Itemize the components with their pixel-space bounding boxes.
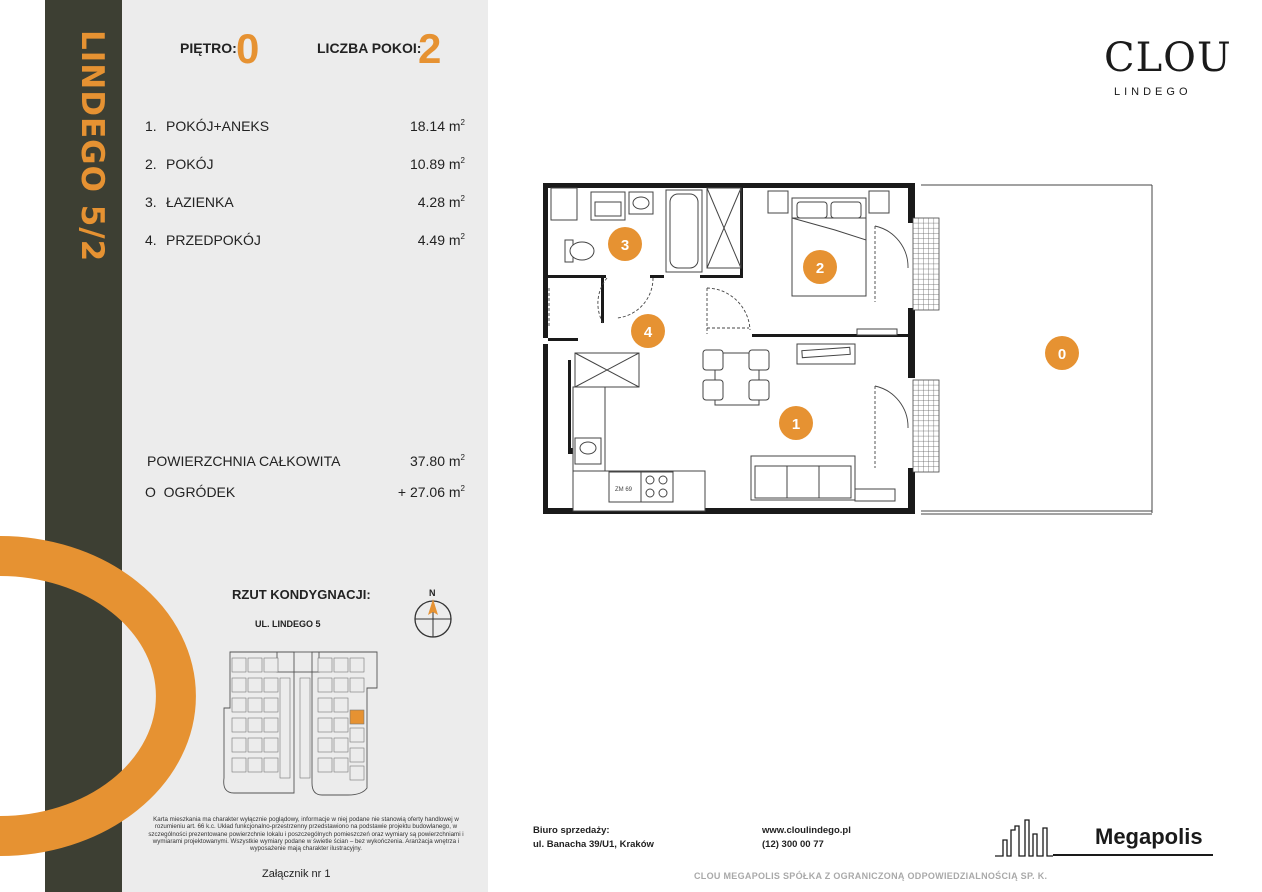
room-name: POKÓJ+ANEKS	[166, 118, 270, 134]
company-name: CLOU MEGAPOLIS SPÓŁKA Z OGRANICZONĄ ODPOWIEDZIALNOŚCIĄ SP. K.	[694, 871, 1048, 881]
room-badge-1	[779, 406, 813, 440]
svg-text:N: N	[429, 588, 436, 598]
svg-text:ZM 69: ZM 69	[615, 487, 633, 493]
room-badge-4	[631, 314, 665, 348]
room-name: PRZEDPOKÓJ	[166, 232, 261, 248]
room-area: 4.28 $m^2$	[417, 194, 465, 210]
logo-main-text: CLOU	[1104, 35, 1232, 81]
garden-windows	[913, 218, 939, 472]
garden-outline	[921, 185, 1152, 514]
building-title: LINDEGO 5/2	[74, 30, 110, 263]
rooms-count-label: LICZBA POKOI:	[317, 40, 422, 56]
svg-text:0: 0	[1057, 346, 1067, 363]
building-site-plan-icon	[222, 648, 382, 798]
contact-info	[762, 824, 851, 852]
compass-icon	[412, 586, 456, 640]
room-number: 4.	[145, 232, 157, 248]
svg-text:1: 1	[791, 416, 801, 433]
svg-text:3: 3	[620, 237, 630, 254]
svg-text:2: 2	[815, 260, 825, 277]
floor-plan-title: RZUT KONDYGNACJI:	[232, 587, 371, 602]
brand-underline	[1053, 854, 1213, 856]
room-number: 3.	[145, 194, 157, 210]
sales-office-label: Biuro sprzedaży:	[533, 825, 610, 836]
garden-badge	[1045, 336, 1079, 370]
sales-office	[533, 824, 654, 852]
room-row-2	[145, 156, 465, 176]
garden-area-value: + 27.06 $m^2$	[397, 484, 465, 500]
website-link[interactable]: www.cloulindego.pl	[762, 825, 851, 836]
rooms-count-value: 2	[418, 25, 442, 72]
room-area: 18.14 $m^2$	[409, 118, 465, 134]
attachment-label: Załącznik nr 1	[262, 868, 331, 880]
dining-table	[703, 350, 769, 405]
garden-label: O OGRÓDEK	[145, 484, 236, 500]
logo-sub-text: LINDEGO	[1114, 86, 1192, 98]
kitchen-unit	[573, 387, 705, 511]
floor-label: PIĘTRO:	[180, 40, 237, 56]
total-area-label: POWIERZCHNIA CAŁKOWITA	[147, 453, 341, 469]
megapolis-brand: Megapolis	[1095, 824, 1203, 849]
garden-area-row	[145, 484, 465, 504]
room-number: 1.	[145, 118, 157, 134]
room-row-1	[145, 118, 465, 138]
room-number: 2.	[145, 156, 157, 172]
room-name: ŁAZIENKA	[166, 194, 234, 210]
total-area-row	[147, 453, 465, 473]
disclaimer-text: Karta mieszkania ma charakter wyłącznie poglądowy, informacje w niej podane nie stanowią oferty handlowej w rozumieniu art. 66 k.c. Układ funkcjonalno-przestrzenny przedstawiono na podstawie projektu budowlanego, w szczególności prezentowane powierzchnie lokalu i poszczególnych pomieszczeń oraz wymiary są powierzchniami i wymiarami projektowanymi. Wszystkie wymiary podane w świetle ścian – bez wykończenia. Aranżacja wnętrza i wyposażenie mają charakter ilustracyjny.	[148, 816, 464, 853]
room-row-3	[145, 194, 465, 214]
phone-number: (12) 300 00 77	[762, 839, 824, 850]
sales-office-address: ul. Banacha 39/U1, Kraków	[533, 839, 654, 850]
street-label: UL. LINDEGO 5	[255, 619, 321, 629]
room-row-4	[145, 232, 465, 252]
room-badge-3	[608, 227, 642, 261]
apartment-floor-plan	[535, 178, 1165, 523]
room-area: 4.49 $m^2$	[417, 232, 465, 248]
floor-value: 0	[236, 25, 260, 72]
megapolis-logo	[995, 818, 1215, 862]
clou-logo	[1104, 35, 1232, 102]
room-name: POKÓJ	[166, 156, 214, 172]
room-area: 10.89 $m^2$	[409, 156, 465, 172]
svg-text:4: 4	[643, 324, 653, 341]
room-badge-2	[803, 250, 837, 284]
total-area-value: 37.80 $m^2$	[409, 453, 465, 469]
